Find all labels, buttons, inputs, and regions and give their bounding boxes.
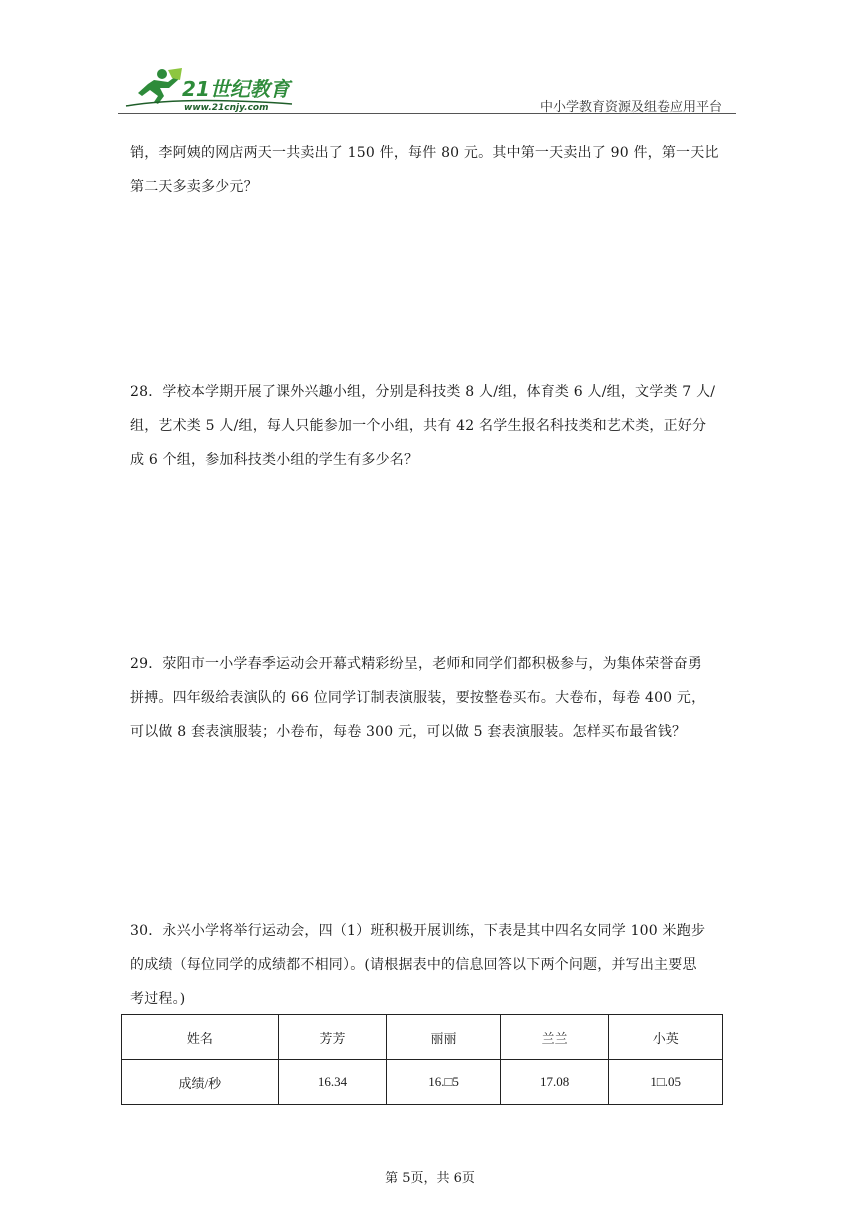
- text-line: 第二天多卖多少元？: [130, 179, 258, 195]
- text-line: 的成绩（每位同学的成绩都不相同）。(请根据表中的信息回答以下两个问题，并写出主要思: [130, 957, 697, 973]
- runner-icon: [124, 66, 294, 112]
- table-cell: 丽丽: [387, 1015, 501, 1060]
- text-line: 销，李阿姨的网店两天一共卖出了 150 件，每件 80 元。其中第一天卖出了 90 件，第一天比: [130, 145, 719, 161]
- table-cell: 成绩/秒: [122, 1060, 279, 1105]
- table-cell: 小英: [609, 1015, 723, 1060]
- text-line: 28．学校本学期开展了课外兴趣小组，分别是科技类 8 人/组，体育类 6 人/组，文学类 7 人/: [130, 384, 716, 400]
- question-29: [130, 647, 730, 749]
- logo: [124, 66, 294, 112]
- table-cell: 17.08: [500, 1060, 609, 1105]
- text-line: 可以做 8 套表演服装；小卷布，每卷 300 元，可以做 5 套表演服装。怎样买布最省钱？: [130, 724, 687, 740]
- text-line: 成 6 个组，参加科技类小组的学生有多少名？: [130, 452, 419, 468]
- page-header: [118, 66, 736, 114]
- table-cell: 1□.05: [609, 1060, 723, 1105]
- question-27-continuation: [130, 136, 730, 204]
- scores-table: [121, 1014, 723, 1105]
- question-30: [130, 914, 730, 1016]
- text-line: 29．荥阳市一小学春季运动会开幕式精彩纷呈，老师和同学们都积极参与，为集体荣誉奋勇: [130, 656, 703, 672]
- platform-name: 中小学教育资源及组卷应用平台: [539, 100, 722, 115]
- question-28: [130, 375, 730, 477]
- header-divider: [118, 113, 736, 114]
- logo-main-text: 21世纪教育: [182, 77, 290, 101]
- text-line: 考过程。): [130, 991, 186, 1007]
- text-line: 组，艺术类 5 人/组，每人只能参加一个小组，共有 42 名学生报名科技类和艺术类，正好分: [130, 418, 707, 434]
- page-footer: 第 5页，共 6页: [385, 1171, 475, 1186]
- text-line: 拼搏。四年级给表演队的 66 位同学订制表演服装，要按整卷买布。大卷布，每卷 400 元，: [130, 690, 706, 706]
- table-cell: 16.34: [278, 1060, 387, 1105]
- table-cell: 兰兰: [500, 1015, 609, 1060]
- table-header-row: [122, 1015, 723, 1060]
- text-line: 30．永兴小学将举行运动会，四（1）班积极开展训练，下表是其中四名女同学 100 米跑步: [130, 923, 706, 939]
- table-cell: 芳芳: [278, 1015, 387, 1060]
- table-cell: 16.□5: [387, 1060, 501, 1105]
- table-cell: 姓名: [122, 1015, 279, 1060]
- table-row: [122, 1060, 723, 1105]
- logo-url-text: www.21cnjy.com: [184, 103, 269, 112]
